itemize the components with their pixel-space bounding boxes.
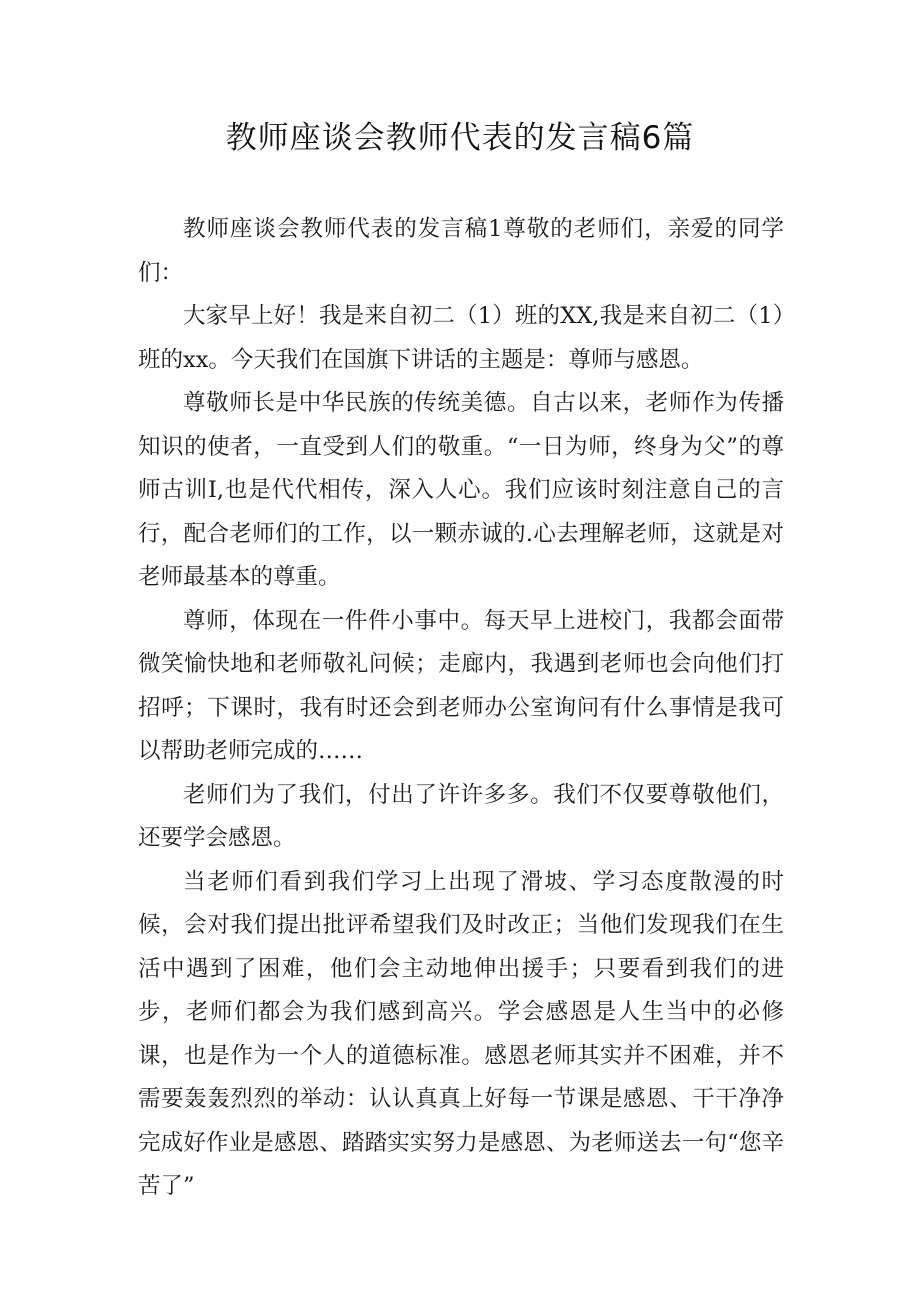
paragraph-gratitude: 老师们为了我们，付出了许许多多。我们不仅要尊敬他们，还要学会感恩。: [138, 781, 784, 851]
paragraph-respect-teachers: 尊敬师长是中华民族的传统美德。自古以来，老师作为传播知识的使者，一直受到人们的敬重。“一日为师，终身为父”的尊师古训I,也是代代相传，深入人心。我们应该时刻注意自己的言行，配合老师们的工作，以一颗赤诚的.心去理解老师，这就是对老师最基本的尊重。: [138, 390, 784, 590]
paragraph-small-things: 尊师，体现在一件件小事中。每天早上进校门，我都会面带微笑愉快地和老师敬礼问候；走廊内，我遇到老师也会向他们打招呼；下课时，我有时还会到老师办公室询问有什么事情是我可以帮助老师完成的……: [138, 607, 784, 764]
document-title: 教师座谈会教师代表的发言稿6篇: [225, 120, 695, 156]
paragraph-salutation: 教师座谈会教师代表的发言稿1尊敬的老师们，亲爱的同学们：: [138, 216, 784, 286]
paragraph-greeting: 大家早上好！我是来自初二（1）班的XX,我是来自初二（1）班的xx。今天我们在国旗下讲话的主题是：尊师与感恩。: [138, 303, 784, 373]
document-body: [138, 208, 784, 1209]
paragraph-learn-gratitude: 当老师们看到我们学习上出现了滑坡、学习态度散漫的时候，会对我们提出批评希望我们及时改正；当他们发现我们在生活中遇到了困难，他们会主动地伸出援手；只要看到我们的进步，老师们都会为我们感到高兴。学会感恩是人生当中的必修课，也是作为一个人的道德标准。感恩老师其实并不困难，并不需要轰轰烈烈的举动：认认真真上好每一节课是感恩、干干净净完成好作业是感恩、踏踏实实努力是感恩、为老师送去一句“您辛苦了”: [138, 868, 784, 1199]
